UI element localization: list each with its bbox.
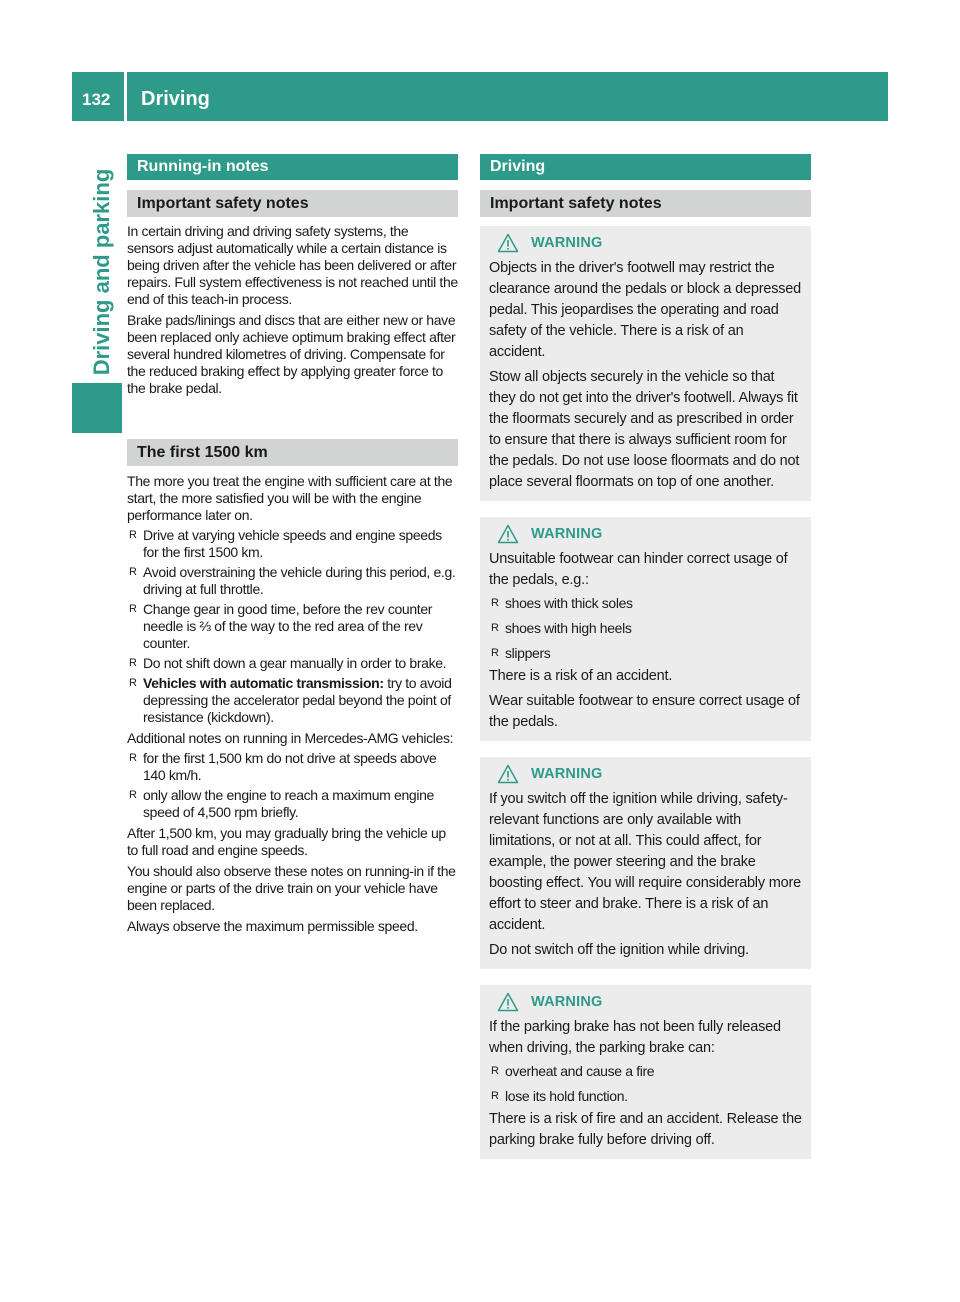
paragraph: Always observe the maximum permissible speed. — [127, 918, 418, 934]
warning-triangle-icon — [497, 524, 519, 544]
warning-box — [480, 985, 811, 1159]
bullet-icon: R — [491, 622, 499, 634]
paragraph: After 1,500 km, you may gradually bring the vehicle up to full road and engine speeds. — [127, 825, 446, 858]
warning-triangle-icon — [497, 764, 519, 784]
warning-header — [489, 763, 802, 785]
section-title-driving: Driving — [480, 154, 811, 180]
page-title: Driving — [141, 88, 210, 110]
list-item: R only allow the engine to reach a maximum engine speed of 4,500 rpm briefly. — [129, 787, 434, 820]
warning-label: WARNING — [531, 235, 603, 251]
paragraph: Brake pads/linings and discs that are either new or have been replaced only achieve optimum braking effect after several hundred kilometres of driving. Compensate for the reduced braking effect by applying greater force to the brake pedal. — [127, 312, 456, 396]
warning-triangle-icon — [497, 233, 519, 253]
bullet-icon: R — [129, 566, 137, 578]
warning-header — [489, 232, 802, 254]
paragraph: Stow all objects securely in the vehicle so that they do not get into the driver's footwell. Always fit the floormats securely and as prescribed in order to ensure that there is always sufficient room for the pedals. Do not use loose floormats and do not place several floormats on top of one another. — [489, 369, 800, 490]
warning-label: WARNING — [531, 526, 603, 542]
paragraph: You should also observe these notes on running-in if the engine or parts of the drive train on your vehicle have been replaced. — [127, 863, 456, 913]
bullet-list — [127, 750, 458, 821]
paragraph: If you switch off the ignition while driving, safety-relevant functions are only available with limitations, or not at all. This could affect, for example, the power steering and the brake boosting effect. You will require considerably more effort to steer and brake. There is a risk of an accident. — [489, 791, 801, 933]
warning-header — [489, 991, 802, 1013]
paragraph: There is a risk of an accident. — [489, 668, 673, 684]
list-item: R Do not shift down a gear manually in order to brake. — [129, 655, 447, 671]
list-item: R lose its hold function. — [489, 1084, 802, 1109]
bullet-icon: R — [129, 752, 137, 764]
bullet-icon: R — [129, 657, 137, 669]
section-title-running-in: Running-in notes — [127, 154, 458, 180]
side-tab-marker — [72, 383, 122, 433]
bullet-list — [127, 527, 458, 726]
list-item: R Change gear in good time, before the rev counter needle is ⅔ of the way to the red area of the rev counter. — [129, 601, 433, 651]
bullet-list — [489, 591, 802, 666]
warning-header — [489, 523, 802, 545]
header-divider — [124, 72, 127, 121]
warning-box — [480, 757, 811, 969]
subsection-important-safety-notes: Important safety notes — [127, 190, 458, 217]
bullet-icon: R — [129, 529, 137, 541]
list-item: R Drive at varying vehicle speeds and engine speeds for the first 1500 km. — [129, 527, 442, 560]
subsection-first-1500-km: The first 1500 km — [127, 439, 458, 466]
list-item: R Vehicles with automatic transmission: try to avoid depressing the accelerator pedal beyond the point of resistance (kickdown). — [129, 675, 452, 725]
page-number: 132 — [82, 90, 111, 109]
list-item: R shoes with thick soles — [489, 591, 802, 616]
bullet-list — [489, 1059, 802, 1109]
bullet-icon: R — [491, 1065, 499, 1077]
warning-label: WARNING — [531, 766, 603, 782]
paragraph: Do not switch off the ignition while driving. — [489, 942, 749, 958]
list-item: R shoes with high heels — [489, 616, 802, 641]
paragraph: In certain driving and driving safety systems, the sensors adjust automatically while a certain distance is being driven after the vehicle has been delivered or after repairs. Full system effectiveness is not reached until the end of this teach-in process. — [127, 223, 458, 307]
warning-triangle-icon — [497, 992, 519, 1012]
left-column — [127, 154, 458, 935]
bullet-icon: R — [129, 789, 137, 801]
right-column — [480, 154, 811, 1159]
paragraph: If the parking brake has not been fully released when driving, the parking brake can: — [489, 1019, 781, 1056]
subsection-important-safety-notes: Important safety notes — [480, 190, 811, 217]
paragraph: Wear suitable footwear to ensure correct usage of the pedals. — [489, 693, 800, 730]
bullet-icon: R — [491, 597, 499, 609]
paragraph: The more you treat the engine with sufficient care at the start, the more satisfied you will be with the engine performance later on. — [127, 473, 453, 523]
bullet-icon: R — [491, 647, 499, 659]
list-item: R slippers — [489, 641, 802, 666]
paragraph: Additional notes on running in Mercedes-AMG vehicles: — [127, 730, 454, 746]
bullet-icon: R — [491, 1090, 499, 1102]
list-item: R for the first 1,500 km do not drive at speeds above 140 km/h. — [129, 750, 437, 783]
bullet-icon: R — [129, 677, 137, 689]
paragraph: There is a risk of fire and an accident. Release the parking brake fully before driving off. — [489, 1111, 802, 1148]
paragraph: Unsuitable footwear can hinder correct usage of the pedals, e.g.: — [489, 551, 788, 588]
list-item: R Avoid overstraining the vehicle during this period, e.g. driving at full throttle. — [129, 564, 456, 597]
list-item: R overheat and cause a fire — [489, 1059, 802, 1084]
bullet-icon: R — [129, 603, 137, 615]
side-tab-label: Driving and parking — [89, 168, 114, 376]
warning-box — [480, 517, 811, 741]
warning-label: WARNING — [531, 994, 603, 1010]
warning-box — [480, 226, 811, 501]
paragraph: Objects in the driver's footwell may restrict the clearance around the pedals or block a depressed pedal. This jeopardises the operating and road safety of the vehicle. There is a risk of an accident. — [489, 260, 802, 360]
